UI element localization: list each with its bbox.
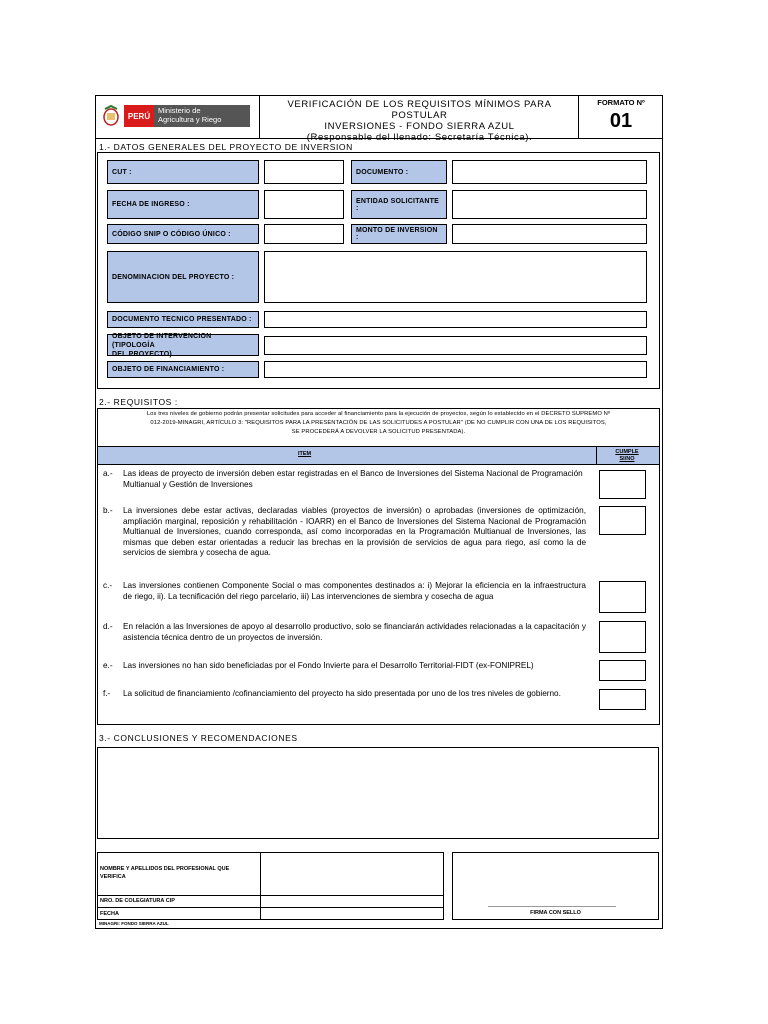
section3-title: 3.- CONCLUSIONES Y RECOMENDACIONES [99, 733, 298, 743]
requisito-item-b [103, 506, 586, 559]
requisito-text-c: Las inversiones contienen Componente Social o mas componentes destinados a: i) Mejorar la eficiencia en la infraestructura de riego, ii). La tecnificación del riego parcelario, iii) Las intervenciones de siembra y cosecha de agua [123, 581, 586, 601]
form-title-line2: INVERSIONES - FONDO SIERRA AZUL [324, 121, 515, 132]
fecha-ingreso-input[interactable] [264, 190, 344, 219]
firma-label: FIRMA CON SELLO [530, 910, 581, 916]
nombre-input[interactable] [262, 854, 442, 894]
firma-line [488, 906, 616, 907]
logo-ministry-box [154, 105, 250, 127]
objeto-intervencion-line2: DEL PROYECTO) [112, 350, 172, 358]
denominacion-input[interactable] [264, 251, 647, 303]
requisito-label-b: b.- [103, 506, 113, 515]
objeto-intervencion-input[interactable] [264, 336, 647, 355]
monto-input[interactable] [452, 224, 647, 244]
cumple-checkbox-c[interactable] [599, 581, 646, 613]
requisitos-note-line2: 012-2019-MINAGRI, ARTÍCULO 3: "REQUISITOS PARA LA PRESENTACIÓN DE LAS SOLICITUDES A POSTULAR" (DE NO CUMPLIR CON UNA DE LOS REQUISITOS, [150, 420, 607, 426]
nombre-label [100, 865, 258, 881]
entidad-input[interactable] [452, 190, 647, 219]
requisito-label-c: c.- [103, 581, 113, 590]
cumple-checkbox-e[interactable] [599, 660, 646, 681]
requisitos-note-line3: SE PROCEDERÁ A DEVOLVER LA SOLICITUD PRESENTADA). [291, 429, 466, 435]
header-logo-block [96, 96, 260, 138]
requisitos-header-row [98, 446, 659, 465]
documento-tecnico-label: DOCUMENTO TECNICO PRESENTADO : [107, 311, 259, 328]
requisito-item-e [103, 661, 586, 672]
denominacion-label: DENOMINACION DEL PROYECTO : [107, 251, 259, 303]
logo-ministry-line2: Agricultura y Riego [158, 114, 222, 124]
colegiatura-input[interactable] [262, 897, 442, 906]
requisito-label-d: d.- [103, 622, 113, 631]
fecha-ingreso-label: FECHA DE INGRESO : [107, 190, 259, 219]
form-title-line1: VERIFICACIÓN DE LOS REQUISITOS MÍNIMOS PARA POSTULAR [287, 99, 552, 121]
formato-label: FORMATO Nº [597, 98, 645, 107]
col-cumple-header [598, 449, 656, 463]
requisito-item-f [103, 689, 586, 700]
cut-input[interactable] [264, 160, 344, 184]
cumple-checkbox-a[interactable] [599, 470, 646, 499]
profesional-row-divider-2 [97, 907, 444, 908]
documento-label: DOCUMENTO : [351, 160, 447, 184]
requisito-item-d [103, 622, 586, 643]
conclusiones-textarea[interactable] [97, 747, 659, 839]
objeto-financiamiento-label: OBJETO DE FINANCIAMIENTO : [107, 361, 259, 378]
peru-coat-of-arms-icon [102, 105, 120, 127]
cumple-checkbox-d[interactable] [599, 621, 646, 653]
requisito-item-a [103, 469, 586, 490]
requisitos-note [98, 410, 659, 440]
objeto-intervencion-label [107, 334, 259, 356]
profesional-row-divider-1 [97, 895, 444, 896]
header-title-block [261, 96, 579, 138]
logo-country-text: PERÚ [127, 111, 151, 121]
requisito-label-e: e.- [103, 661, 113, 670]
codigo-label: CÓDIGO SNIP O CÓDIGO ÚNICO : [107, 224, 259, 244]
documento-input[interactable] [452, 160, 647, 184]
objeto-intervencion-line1: OBJETO DE INTERVENCION (TIPOLOGÍA [112, 332, 212, 349]
section1-title: 1.- DATOS GENERALES DEL PROYECTO DE INVERSION [99, 142, 353, 152]
nombre-label-line2: VERIFICA [100, 874, 126, 880]
col-item-header: ITEM [298, 451, 312, 457]
col-cumple-line1: CUMPLE [615, 449, 639, 455]
requisito-text-b: La inversiones debe estar activas, declaradas viables (proyectos de inversión) o aprobadas (inversiones de optimización, ampliación marginal, reposición y rehabilitación - IOARR) en el Banco de Inversiones del Sistema Nacional de Programación Multianual de Inversiones, cuando corresponda, así como incorporadas en la Programación Multianual de Inversiones, las mismas que deben estar orientadas a reducir las brechas en la provisión de servicios de agua para riego, así como la de servicios de siembra y cosecha de agua. [123, 506, 586, 557]
requisito-text-d: En relación a las Inversiones de apoyo al desarrollo productivo, solo se financiarán actividades relacionadas a la capacitación y asistencia técnica dentro de un proyectos de inversión. [123, 622, 586, 642]
objeto-financiamiento-input[interactable] [264, 361, 647, 378]
header-divider [96, 138, 662, 139]
requisito-text-a: Las ideas de proyecto de inversión deben estar registradas en el Banco de Inversiones del Sistema Nacional de Programación Multianual y Gestión de Inversiones [123, 469, 583, 489]
cumple-checkbox-b[interactable] [599, 506, 646, 535]
monto-label: MONTO DE INVERSION : [351, 224, 447, 244]
nombre-label-line1: NOMBRE Y APELLIDOS DEL PROFESIONAL QUE [100, 866, 230, 872]
colegiatura-label: NRO. DE COLEGIATURA CIP [100, 898, 175, 904]
section2-title: 2.- REQUISITOS : [99, 397, 178, 407]
entidad-label: ENTIDAD SOLICITANTE : [351, 190, 447, 219]
cut-label: CUT : [107, 160, 259, 184]
formato-block [580, 96, 662, 138]
formato-number: 01 [609, 110, 633, 132]
requisito-text-f: La solicitud de financiamiento /cofinanciamiento del proyecto ha sido presentada por uno de los tres niveles de gobierno. [123, 689, 561, 698]
requisitos-note-line1: Los tres niveles de gobierno podrán presentar solicitudes para acceder al financiamiento para la ejecución de proyectos, según lo establecido en el DECRETO SUPREMO Nº [146, 411, 611, 417]
requisito-label-f: f.- [103, 689, 111, 698]
requisito-label-a: a.- [103, 469, 113, 478]
footnote: MINAGRI: FONDO SIERRA AZUL [99, 921, 169, 926]
col-cumple-divider [596, 447, 597, 464]
logo-country-box [124, 105, 154, 127]
requisito-text-e: Las inversiones no han sido beneficiadas por el Fondo Invierte para el Desarrollo Territorial-FIDT (ex-FONIPREL) [123, 661, 534, 670]
logo-ministry-line1: Ministerio de [158, 106, 201, 115]
cumple-checkbox-f[interactable] [599, 689, 646, 710]
fecha-label: FECHA [100, 911, 119, 917]
profesional-col-divider [260, 852, 261, 920]
requisito-item-c [103, 581, 586, 602]
documento-tecnico-input[interactable] [264, 311, 647, 328]
fecha-input[interactable] [262, 909, 442, 919]
col-cumple-line2: SI/NO [619, 456, 635, 462]
codigo-input[interactable] [264, 224, 344, 244]
